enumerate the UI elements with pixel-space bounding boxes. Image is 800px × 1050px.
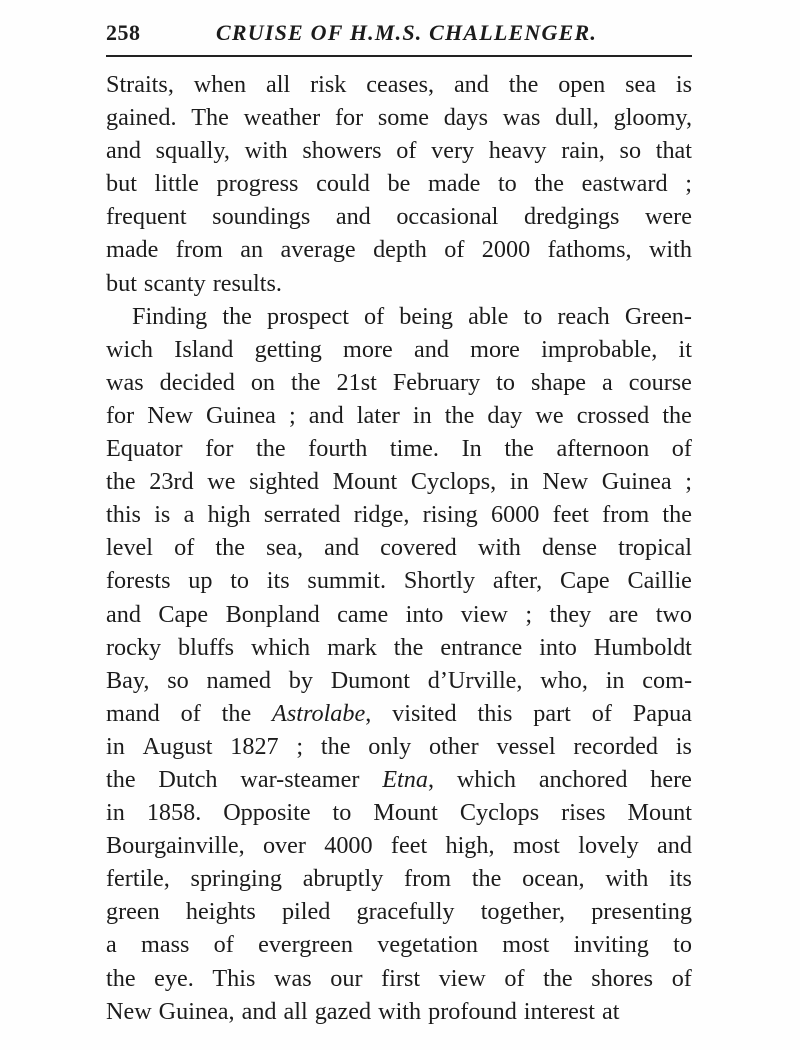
text-line: the 23rd we sighted Mount Cyclops, in New Guinea ; <box>106 468 692 496</box>
header-rule <box>106 55 692 57</box>
text-line: in August 1827 ; the only other vessel recorded is <box>106 732 692 760</box>
text-line: level of the sea, and covered with dense tropical <box>106 534 692 562</box>
text-line: a mass of evergreen vegetation most inviting to <box>106 931 692 959</box>
text-line: mand of the Astrolabe, visited this part of Papua <box>106 699 692 727</box>
page-number: 258 <box>106 20 141 45</box>
text-line: made from an average depth of 2000 fathoms, with <box>106 236 692 264</box>
text-line: Equator for the fourth time. In the afternoon of <box>106 435 692 463</box>
text-line: gained. The weather for some days was dull, gloomy, <box>106 104 692 132</box>
page-header <box>106 20 692 52</box>
text-line: and Cape Bonpland came into view ; they are two <box>106 600 692 628</box>
text-line: and squally, with showers of very heavy rain, so that <box>106 137 692 165</box>
text-line: in 1858. Opposite to Mount Cyclops rises Mount <box>106 799 692 827</box>
text-line: but little progress could be made to the eastward ; <box>106 170 692 198</box>
text-line: this is a high serrated ridge, rising 6000 feet from the <box>106 501 692 529</box>
text-line: New Guinea, and all gazed with profound interest at <box>106 997 620 1025</box>
text-line: green heights piled gracefully together, presenting <box>106 898 692 926</box>
text-line: was decided on the 21st February to shape a course <box>106 368 692 396</box>
text-line: forests up to its summit. Shortly after, Cape Caillie <box>106 567 692 595</box>
text-line: frequent soundings and occasional dredgings were <box>106 203 692 231</box>
paragraph <box>106 68 692 300</box>
paragraph <box>106 300 692 1028</box>
text-line: the Dutch war-steamer Etna, which anchored here <box>106 765 692 793</box>
text-line: Bay, so named by Dumont d’Urville, who, in com- <box>106 666 692 694</box>
text-line: wich Island getting more and more improbable, it <box>106 335 692 363</box>
running-title: CRUISE OF H.M.S. CHALLENGER. <box>216 20 598 45</box>
text-line: rocky bluffs which mark the entrance into Humboldt <box>106 633 692 661</box>
text-line: Straits, when all risk ceases, and the open sea is <box>106 71 692 98</box>
text-line: Finding the prospect of being able to reach Green- <box>132 302 692 330</box>
text-line: the eye. This was our first view of the shores of <box>106 964 692 992</box>
text-line: but scanty results. <box>106 269 282 297</box>
text-line: Bourgainville, over 4000 feet high, most lovely and <box>106 832 692 860</box>
body-text <box>106 68 692 1028</box>
text-line: for New Guinea ; and later in the day we crossed the <box>106 401 692 429</box>
text-line: fertile, springing abruptly from the ocean, with its <box>106 865 692 893</box>
